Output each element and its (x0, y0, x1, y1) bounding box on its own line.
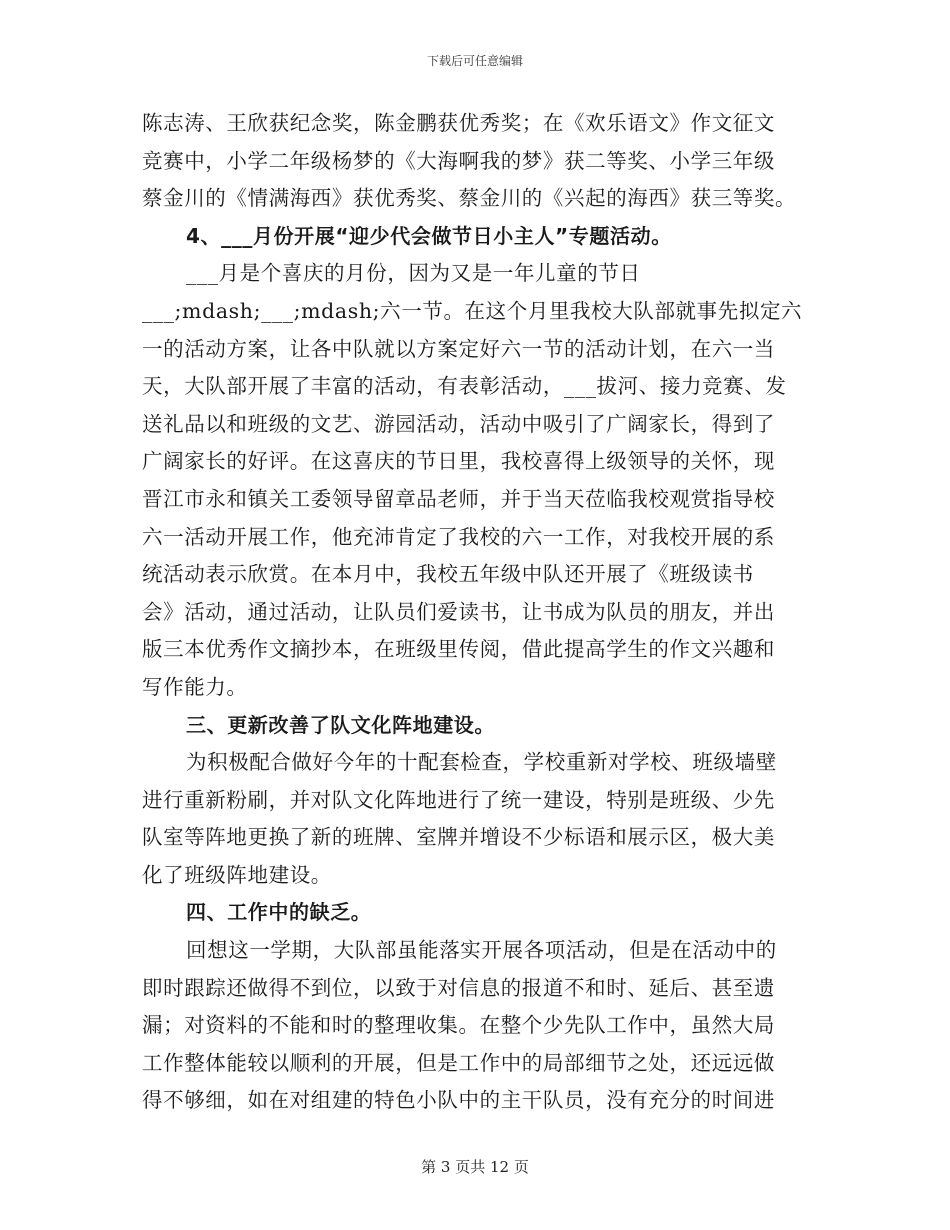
text-line: 六一活动开展工作，他充沛肯定了我校的六一工作，对我校开展的系 (142, 524, 775, 549)
text-line: 进行重新粉刷，并对队文化阵地进行了统一建设，特别是班级、少先 (142, 787, 775, 812)
text-line: 统活动表示欣赏。在本月中，我校五年级中队还开展了《班级读书 (142, 562, 754, 587)
text-line: 陈志涛、王欣获纪念奖，陈金鹏获优秀奖；在《欢乐语文》作文征文 (142, 111, 775, 135)
text-line: 写作能力。 (142, 674, 248, 699)
text-line: 回想这一学期，大队部虽能落实开展各项活动，但是在活动中的 (186, 938, 777, 963)
section-heading: 三、更新改善了队文化阵地建设。 (186, 712, 495, 737)
text-line: 会》活动，通过活动，让队员们爱读书，让书成为队员的朋友，并出 (142, 599, 775, 624)
text-line: 为积极配合做好今年的十配套检查，学校重新对学校、班级墙壁 (186, 750, 777, 775)
document-body (142, 105, 810, 1120)
text-line: 即时跟踪还做得不到位，以致于对信息的报道不和时、延后、甚至遗 (142, 975, 775, 1000)
text-line: 天，大队部开展了丰富的活动，有表彰活动，___拔河、接力竞赛、发 (142, 374, 787, 399)
text-line: 版三本优秀作文摘抄本，在班级里传阅，借此提高学生的作文兴趣和 (142, 637, 775, 662)
page-number: 第 3 页共 12 页 (421, 1158, 529, 1176)
text-line: ___月是个喜庆的月份，因为又是一年儿童的节日 (186, 261, 641, 286)
text-line: 一的活动方案，让各中队就以方案定好六一节的活动计划，在六一当 (142, 336, 775, 361)
text-line: 蔡金川的《情满海西》获优秀奖、蔡金川的《兴起的海西》获三等奖。 (142, 186, 797, 211)
page-header: 下载后可任意编辑 (426, 54, 523, 68)
text-line: 漏；对资料的不能和时的整理收集。在整个少先队工作中，虽然大局 (142, 1013, 775, 1038)
text-line: 竞赛中，小学二年级杨梦的《大海啊我的梦》获二等奖、小学三年级 (142, 148, 775, 173)
text-line: 化了班级阵地建设。 (142, 862, 332, 887)
text-line: ___;mdash;___;mdash;六一节。在这个月里我校大队部就事先拟定六 (142, 298, 803, 323)
text-line: 广阔家长的好评。在这喜庆的节日里，我校喜得上级领导的关怀，现 (142, 449, 775, 474)
text-line: 队室等阵地更换了新的班牌、室牌并增设不少标语和展示区，极大美 (142, 825, 775, 850)
text-line: 得不够细，如在对组建的特色小队中的主干队员，没有充分的时间进 (142, 1088, 775, 1113)
section-heading: 四、工作中的缺乏。 (186, 900, 372, 925)
section-heading: 4、___月份开展“迎少代会做节日小主人”专题活动。 (186, 223, 672, 248)
text-line: 工作整体能较以顺利的开展，但是工作中的局部细节之处，还远远做 (142, 1050, 775, 1075)
text-line: 送礼品以和班级的文艺、游园活动，活动中吸引了广阔家长，得到了 (142, 411, 775, 436)
text-line: 晋江市永和镇关工委领导留章品老师，并于当天莅临我校观赏指导校 (142, 486, 775, 511)
